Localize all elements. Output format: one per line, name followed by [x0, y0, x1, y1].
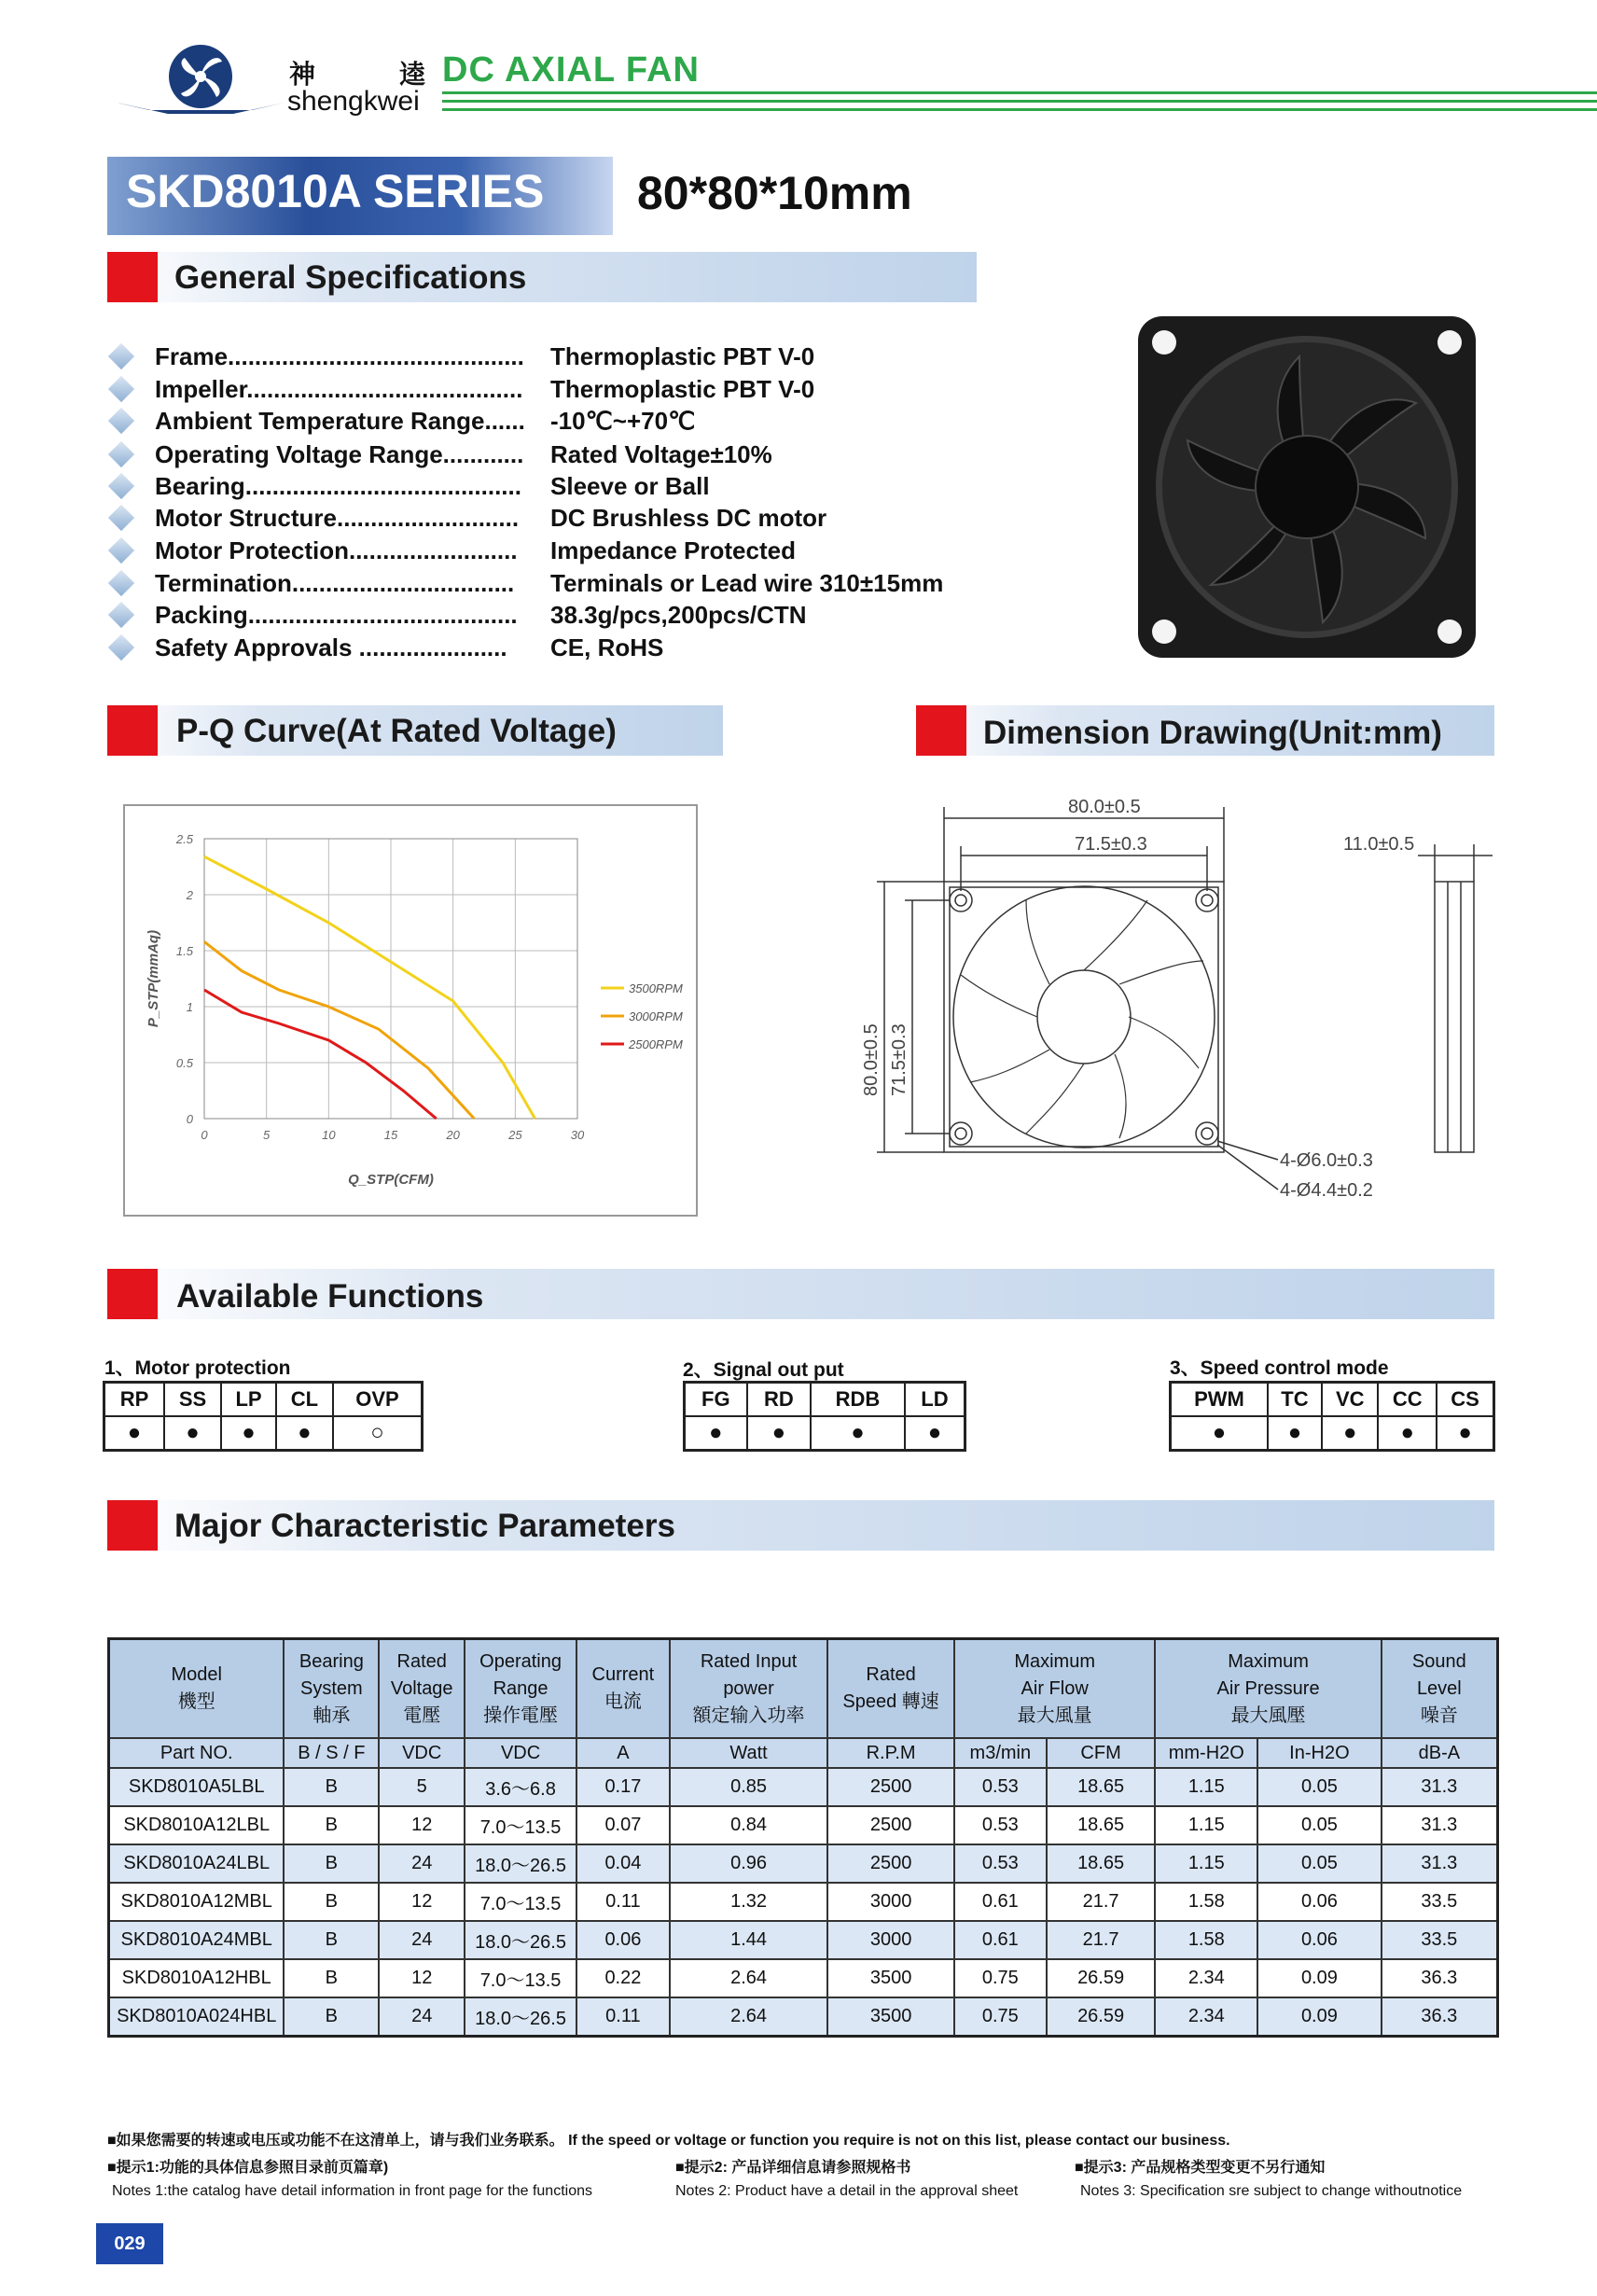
unit-cell: CFM	[1047, 1738, 1156, 1768]
fan-photo	[1136, 314, 1478, 660]
spec-row	[112, 502, 951, 534]
table-cell: SKD8010A12HBL	[109, 1959, 285, 1997]
unit-cell: R.P.M	[827, 1738, 954, 1768]
note2-cn: ■提示2: 产品详细信息请参照规格书	[675, 2160, 911, 2176]
table-cell: 26.59	[1047, 1959, 1156, 1997]
y-tick-label: 0.5	[175, 1056, 193, 1070]
hdr-airflow-2: Air Flow	[1021, 1677, 1089, 1699]
dim-hole-a: 4-Ø6.0±0.3	[1280, 1150, 1373, 1171]
hdr-current-1: Current	[591, 1664, 655, 1685]
hdr-speed-2: Speed 轉速	[842, 1691, 939, 1712]
hdr-voltage-cn: 電壓	[403, 1705, 441, 1726]
spec-value: Thermoplastic PBT V-0	[550, 342, 815, 370]
table-cell: 0.11	[576, 1883, 670, 1921]
table-cell: 0.07	[576, 1806, 670, 1844]
note1-cn: ■提示1:功能的具体信息参照目录前页篇章)	[107, 2160, 389, 2176]
section-title: Available Functions	[176, 1278, 484, 1315]
red-marker	[107, 252, 158, 302]
function-col-tc: TC	[1268, 1383, 1322, 1417]
table-cell: 0.75	[954, 1959, 1047, 1997]
table-cell: 0.05	[1257, 1768, 1382, 1806]
table-row	[109, 1921, 1498, 1959]
function-col-cl: CL	[276, 1383, 333, 1417]
series-size: 80*80*10mm	[637, 167, 912, 219]
x-tick-label: 15	[383, 1128, 398, 1142]
red-marker	[107, 1500, 158, 1551]
x-tick-label: 30	[570, 1128, 585, 1142]
table-cell: 0.06	[1257, 1921, 1382, 1959]
spec-value: -10℃~+70℃	[550, 407, 696, 435]
table-cell: 7.0～13.5	[465, 1959, 576, 1997]
table-cell: SKD8010A12MBL	[109, 1883, 285, 1921]
spec-row	[112, 405, 951, 437]
section-title: P-Q Curve(At Rated Voltage)	[176, 713, 617, 749]
table-cell: 0.53	[954, 1806, 1047, 1844]
spec-key: Termination.................................	[155, 569, 515, 597]
table-cell: 0.11	[576, 1997, 670, 2037]
table-cell: 33.5	[1382, 1921, 1498, 1959]
table-cell: 0.04	[576, 1844, 670, 1883]
function-col-cc: CC	[1378, 1383, 1437, 1417]
hdr-power-2: power	[723, 1677, 774, 1699]
unit-cell: dB-A	[1382, 1738, 1498, 1768]
bullet-icon	[108, 376, 134, 402]
dim-overall: 80.0±0.5	[1068, 797, 1141, 817]
hdr-sound-cn: 噪音	[1420, 1705, 1458, 1726]
spec-value: Sleeve or Ball	[550, 472, 710, 500]
brand-cn-a: 神	[289, 60, 316, 89]
y-axis-label: P_STP(mmAq)	[146, 929, 161, 1028]
spec-row	[112, 567, 951, 599]
function-col-vc: VC	[1322, 1383, 1378, 1417]
table-cell: 3000	[827, 1883, 954, 1921]
x-tick-label: 10	[322, 1128, 336, 1142]
dim-height: 80.0±0.5	[861, 1023, 882, 1096]
table-cell: 0.06	[1257, 1883, 1382, 1921]
header-rule	[442, 91, 1597, 114]
unit-cell: B / S / F	[284, 1738, 379, 1768]
bullet-icon	[108, 602, 134, 628]
logo	[112, 37, 289, 121]
spec-key: Operating Voltage Range............	[155, 440, 524, 468]
hdr-power-1: Rated Input	[700, 1650, 798, 1672]
unit-cell: mm-H2O	[1155, 1738, 1257, 1768]
spec-row	[112, 438, 951, 470]
table-cell: 3500	[827, 1997, 954, 2037]
y-tick-label: 1.5	[175, 944, 193, 958]
spec-row	[112, 470, 951, 502]
table-cell: 0.17	[576, 1768, 670, 1806]
table-cell: 24	[379, 1844, 465, 1883]
red-marker	[107, 705, 158, 756]
bullet-icon	[108, 505, 134, 531]
table-cell: 18.65	[1047, 1768, 1156, 1806]
spec-key: Motor Structure...........................	[155, 504, 520, 532]
note3-en: Notes 3: Specification sre subject to change withoutnotice	[1080, 2183, 1463, 2199]
bullet-icon	[108, 634, 134, 661]
spec-value: Rated Voltage±10%	[550, 440, 772, 468]
function-col-ovp: OVP	[333, 1383, 423, 1417]
function-col-rp: RP	[104, 1383, 164, 1417]
hdr-current-cn: 电流	[604, 1691, 642, 1712]
function-mark: ○	[333, 1416, 423, 1451]
x-tick-label: 0	[201, 1128, 208, 1142]
red-marker	[916, 705, 966, 756]
hdr-oprange-1: Operating	[479, 1650, 562, 1672]
table-cell: 2.34	[1155, 1997, 1257, 2037]
function-mark: ●	[1171, 1416, 1268, 1451]
table-row	[109, 1997, 1498, 2037]
table-cell: 0.61	[954, 1883, 1047, 1921]
unit-cell: Watt	[670, 1738, 827, 1768]
spec-key: Frame............................................	[155, 342, 524, 370]
series-line-3000rpm	[204, 941, 474, 1119]
hdr-airflow-1: Maximum	[1014, 1650, 1095, 1672]
table-cell: 0.84	[670, 1806, 827, 1844]
table-cell: 1.15	[1155, 1768, 1257, 1806]
table-cell: 2.64	[670, 1959, 827, 1997]
table-cell: 5	[379, 1768, 465, 1806]
bullet-icon	[108, 570, 134, 596]
table-cell: B	[284, 1959, 379, 1997]
hdr-model-en: Model	[171, 1664, 222, 1685]
table-cell: 1.58	[1155, 1883, 1257, 1921]
y-tick-label: 2.5	[175, 832, 193, 846]
spec-key: Motor Protection.........................	[155, 536, 518, 564]
function-col-rd: RD	[747, 1383, 812, 1417]
signal-output-title: 2、Signal out put	[683, 1359, 844, 1381]
major-params-table	[107, 1637, 1499, 2038]
spec-value: CE, RoHS	[550, 633, 664, 661]
product-line: DC AXIAL FAN	[442, 50, 700, 90]
bullet-icon	[108, 343, 134, 369]
hdr-airflow-cn: 最大風量	[1017, 1705, 1092, 1726]
table-cell: 31.3	[1382, 1806, 1498, 1844]
unit-cell: In-H2O	[1257, 1738, 1382, 1768]
x-tick-label: 5	[263, 1128, 271, 1142]
table-cell: 18.0～26.5	[465, 1997, 576, 2037]
spec-value: Impedance Protected	[550, 536, 796, 564]
bullet-icon	[108, 537, 134, 564]
hdr-oprange-cn: 操作電壓	[483, 1705, 559, 1726]
table-cell: 0.05	[1257, 1806, 1382, 1844]
function-mark: ●	[221, 1416, 276, 1451]
table-cell: 1.44	[670, 1921, 827, 1959]
table-row	[109, 1959, 1498, 1997]
dim-thickness: 11.0±0.5	[1343, 834, 1415, 855]
page-number: 029	[96, 2223, 163, 2264]
y-tick-label: 1	[186, 1000, 193, 1014]
pq-chart	[123, 804, 698, 1217]
spec-value: Terminals or Lead wire 310±15mm	[550, 569, 944, 597]
spec-value: DC Brushless DC motor	[550, 504, 827, 532]
dimension-header	[916, 705, 1494, 756]
table-cell: 0.53	[954, 1768, 1047, 1806]
table-cell: B	[284, 1806, 379, 1844]
table-cell: 0.06	[576, 1921, 670, 1959]
spec-key: Bearing.........................................	[155, 472, 521, 500]
table-cell: 21.7	[1047, 1883, 1156, 1921]
table-cell: 0.85	[670, 1768, 827, 1806]
y-tick-label: 0	[186, 1112, 193, 1126]
pq-chart-svg	[125, 806, 696, 1215]
table-cell: 2.64	[670, 1997, 827, 2037]
table-cell: 12	[379, 1959, 465, 1997]
spec-key: Ambient Temperature Range......	[155, 407, 525, 435]
table-cell: SKD8010A5LBL	[109, 1768, 285, 1806]
table-cell: SKD8010A12LBL	[109, 1806, 285, 1844]
legend-label: 2500RPM	[629, 1037, 683, 1051]
dim-hole-b: 4-Ø4.4±0.2	[1280, 1180, 1373, 1201]
table-header-row	[109, 1639, 1498, 1739]
note2-en: Notes 2: Product have a detail in the approval sheet	[675, 2183, 1019, 2199]
function-mark: ●	[685, 1416, 747, 1451]
table-cell: B	[284, 1844, 379, 1883]
table-cell: 26.59	[1047, 1997, 1156, 2037]
legend-label: 3000RPM	[629, 1009, 683, 1023]
speed-control-title: 3、Speed control mode	[1170, 1357, 1389, 1379]
hdr-power-cn: 額定输入功率	[692, 1705, 805, 1726]
table-cell: 18.0～26.5	[465, 1921, 576, 1959]
units-row	[109, 1738, 1498, 1768]
functions-header	[107, 1269, 1494, 1319]
function-col-pwm: PWM	[1171, 1383, 1268, 1417]
table-cell: 2500	[827, 1844, 954, 1883]
table-cell: 0.53	[954, 1844, 1047, 1883]
table-cell: SKD8010A24MBL	[109, 1921, 285, 1959]
table-cell: 0.96	[670, 1844, 827, 1883]
table-cell: 0.09	[1257, 1997, 1382, 2037]
unit-cell: VDC	[465, 1738, 576, 1768]
brand-en: shengkwei	[287, 86, 420, 117]
unit-cell: m3/min	[954, 1738, 1047, 1768]
hdr-pressure-cn: 最大風壓	[1230, 1705, 1306, 1726]
function-mark: ●	[747, 1416, 812, 1451]
spec-key: Safety Approvals ......................	[155, 633, 507, 661]
bullet-icon	[108, 441, 134, 467]
function-mark: ●	[1378, 1416, 1437, 1451]
unit-cell: A	[576, 1738, 670, 1768]
spec-row	[112, 632, 951, 663]
table-cell: 0.75	[954, 1997, 1047, 2037]
hdr-voltage-2: Voltage	[390, 1677, 453, 1699]
table-cell: 0.61	[954, 1921, 1047, 1959]
table-cell: 31.3	[1382, 1768, 1498, 1806]
table-cell: 18.0～26.5	[465, 1844, 576, 1883]
function-col-lp: LP	[221, 1383, 276, 1417]
table-cell: 1.15	[1155, 1844, 1257, 1883]
function-mark: ●	[276, 1416, 333, 1451]
spec-row	[112, 341, 951, 372]
spec-row	[112, 599, 951, 631]
series-name: SKD8010A SERIES	[126, 165, 545, 217]
section-title: Dimension Drawing(Unit:mm)	[983, 715, 1442, 751]
motor-protection-table	[103, 1381, 424, 1452]
table-cell: 0.22	[576, 1959, 670, 1997]
brand-cn-b: 逵	[399, 60, 426, 89]
spec-value: 38.3g/pcs,200pcs/CTN	[550, 601, 807, 629]
function-col-rdb: RDB	[811, 1383, 905, 1417]
hdr-bearing-1: Bearing	[299, 1650, 364, 1672]
function-col-ss: SS	[164, 1383, 221, 1417]
x-tick-label: 20	[446, 1128, 460, 1142]
function-col-cs: CS	[1437, 1383, 1493, 1417]
dim-height-pitch: 71.5±0.3	[889, 1023, 910, 1096]
table-cell: 12	[379, 1806, 465, 1844]
table-cell: 7.0～13.5	[465, 1806, 576, 1844]
function-mark: ●	[905, 1416, 965, 1451]
signal-output-table	[683, 1381, 966, 1452]
x-axis-label: Q_STP(CFM)	[348, 1172, 434, 1188]
table-cell: 24	[379, 1997, 465, 2037]
hdr-bearing-cn: 軸承	[312, 1705, 351, 1726]
x-tick-label: 25	[508, 1128, 522, 1142]
table-cell: 2500	[827, 1768, 954, 1806]
table-cell: 36.3	[1382, 1997, 1498, 2037]
motor-protection-title: 1、Motor protection	[104, 1357, 291, 1379]
table-cell: B	[284, 1997, 379, 2037]
fan-outline	[944, 882, 1224, 1152]
table-cell: 21.7	[1047, 1921, 1156, 1959]
function-mark: ●	[1437, 1416, 1493, 1451]
spec-row	[112, 373, 951, 405]
section-title: Major Characteristic Parameters	[174, 1508, 675, 1544]
hdr-bearing-2: System	[300, 1677, 363, 1699]
legend-label: 3500RPM	[629, 981, 683, 995]
table-row	[109, 1883, 1498, 1921]
table-cell: B	[284, 1921, 379, 1959]
hdr-speed-1: Rated	[866, 1664, 916, 1685]
spec-key: Packing........................................	[155, 601, 518, 629]
unit-cell: VDC	[379, 1738, 465, 1768]
table-cell: 3000	[827, 1921, 954, 1959]
series-line-3500rpm	[204, 856, 535, 1119]
table-cell: 24	[379, 1921, 465, 1959]
series-line-2500rpm	[204, 990, 437, 1119]
table-row	[109, 1806, 1498, 1844]
table-cell: 36.3	[1382, 1959, 1498, 1997]
table-cell: 1.32	[670, 1883, 827, 1921]
function-col-fg: FG	[685, 1383, 747, 1417]
table-cell: SKD8010A24LBL	[109, 1844, 285, 1883]
table-cell: 12	[379, 1883, 465, 1921]
table-cell: B	[284, 1768, 379, 1806]
contact-note: ■如果您需要的转速或电压或功能不在这清单上，请与我们业务联系。 If the speed or voltage or function you require is not on this list, please contact our business.	[107, 2133, 1230, 2149]
table-cell: 18.65	[1047, 1806, 1156, 1844]
table-cell: 3500	[827, 1959, 954, 1997]
general-spec-header	[107, 252, 977, 302]
major-params-header	[107, 1500, 1494, 1551]
table-cell: B	[284, 1883, 379, 1921]
function-mark: ●	[164, 1416, 221, 1451]
table-cell: 31.3	[1382, 1844, 1498, 1883]
table-cell: 1.58	[1155, 1921, 1257, 1959]
function-mark: ●	[811, 1416, 905, 1451]
hdr-model-cn: 機型	[177, 1691, 215, 1712]
hdr-pressure-1: Maximum	[1228, 1650, 1309, 1672]
speed-control-table	[1169, 1381, 1495, 1452]
function-col-ld: LD	[905, 1383, 965, 1417]
hdr-sound-1: Sound	[1411, 1650, 1466, 1672]
dimension-drawing	[840, 788, 1493, 1227]
table-cell: 18.65	[1047, 1844, 1156, 1883]
table-cell: 0.09	[1257, 1959, 1382, 1997]
table-cell: 7.0～13.5	[465, 1883, 576, 1921]
function-mark: ●	[1322, 1416, 1378, 1451]
table-row	[109, 1844, 1498, 1883]
y-tick-label: 2	[186, 888, 193, 902]
hdr-sound-2: Level	[1416, 1677, 1462, 1699]
spec-row	[112, 535, 951, 566]
note3-cn: ■提示3: 产品规格类型变更不另行通知	[1075, 2160, 1326, 2176]
note1-en: Notes 1:the catalog have detail information in front page for the functions	[112, 2183, 592, 2199]
pq-header	[107, 705, 723, 756]
spec-value: Thermoplastic PBT V-0	[550, 375, 815, 403]
bullet-icon	[108, 408, 134, 434]
section-title: General Specifications	[174, 259, 527, 296]
red-marker	[107, 1269, 158, 1319]
function-mark: ●	[1268, 1416, 1322, 1451]
hdr-pressure-2: Air Pressure	[1216, 1677, 1320, 1699]
table-cell: 3.6～6.8	[465, 1768, 576, 1806]
table-cell: 2500	[827, 1806, 954, 1844]
table-cell: 33.5	[1382, 1883, 1498, 1921]
hdr-voltage-1: Rated	[396, 1650, 447, 1672]
function-mark: ●	[104, 1416, 164, 1451]
table-cell: 2.34	[1155, 1959, 1257, 1997]
spec-key: Impeller.........................................	[155, 375, 523, 403]
hdr-oprange-2: Range	[493, 1677, 549, 1699]
table-cell: 1.15	[1155, 1806, 1257, 1844]
table-cell: 0.05	[1257, 1844, 1382, 1883]
bullet-icon	[108, 473, 134, 499]
table-row	[109, 1768, 1498, 1806]
unit-cell: Part NO.	[109, 1738, 285, 1768]
dim-hole-pitch: 71.5±0.3	[1075, 834, 1147, 855]
table-cell: SKD8010A024HBL	[109, 1997, 285, 2037]
